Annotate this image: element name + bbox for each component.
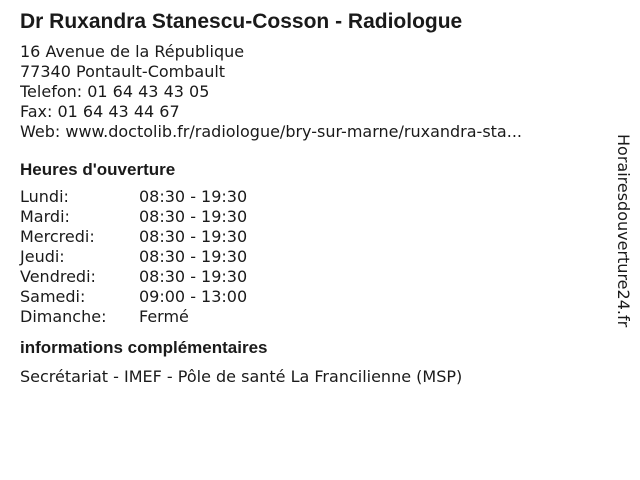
listing-content	[20, 8, 590, 387]
hours-day: Mercredi:	[20, 227, 95, 246]
site-watermark: Horairesdouverture24.fr	[614, 134, 633, 328]
address-city: 77340 Pontault-Combault	[20, 62, 226, 81]
hours-day: Vendredi:	[20, 267, 96, 286]
hours-day: Lundi:	[20, 187, 69, 206]
hours-row	[20, 267, 590, 287]
hours-time: 08:30 - 19:30	[139, 227, 248, 246]
hours-row	[20, 307, 590, 327]
contact-block	[20, 42, 590, 142]
address-street: 16 Avenue de la République	[20, 42, 245, 61]
hours-time: 08:30 - 19:30	[139, 247, 248, 266]
hours-heading: Heures d'ouverture	[20, 160, 176, 179]
hours-time: 08:30 - 19:30	[139, 207, 248, 226]
hours-day: Mardi:	[20, 207, 70, 226]
phone-number: Telefon: 01 64 43 43 05	[20, 82, 210, 101]
hours-row	[20, 187, 590, 207]
hours-day: Jeudi:	[20, 247, 65, 266]
hours-row	[20, 247, 590, 267]
hours-time: 08:30 - 19:30	[139, 187, 248, 206]
hours-table	[20, 187, 590, 327]
hours-time: Fermé	[139, 307, 189, 326]
hours-row	[20, 207, 590, 227]
hours-time: 09:00 - 13:00	[139, 287, 248, 306]
website-link[interactable]: Web: www.doctolib.fr/radiologue/bry-sur-marne/ruxandra-sta...	[20, 122, 522, 141]
hours-time: 08:30 - 19:30	[139, 267, 248, 286]
additional-info-text: Secrétariat - IMEF - Pôle de santé La Francilienne (MSP)	[20, 367, 463, 386]
hours-row	[20, 287, 590, 307]
hours-day: Samedi:	[20, 287, 86, 306]
fax-number: Fax: 01 64 43 44 67	[20, 102, 180, 121]
hours-day: Dimanche:	[20, 307, 107, 326]
page-title: Dr Ruxandra Stanescu-Cosson - Radiologue	[20, 10, 463, 33]
hours-row	[20, 227, 590, 247]
additional-info-heading: informations complémentaires	[20, 338, 268, 357]
